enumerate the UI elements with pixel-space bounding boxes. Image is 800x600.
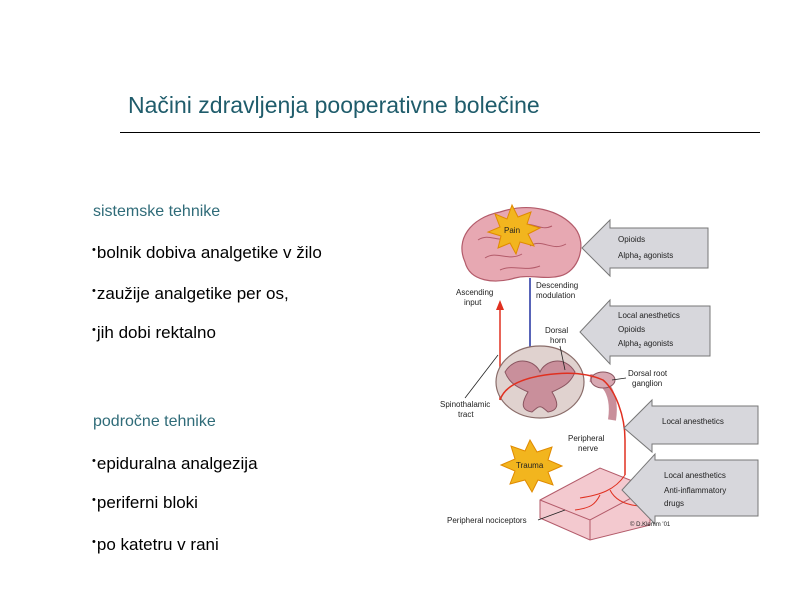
peripheral-nerve-label-1: Peripheral (568, 434, 605, 443)
drg-label-2: ganglion (632, 379, 663, 388)
box1-line1: Opioids (618, 235, 646, 244)
box4-line2: Anti-inflammatory (664, 486, 727, 495)
box4-line1: Local anesthetics (664, 471, 726, 480)
box4-line3: drugs (664, 499, 685, 508)
section-heading-regional: področne tehnike (93, 413, 216, 430)
ascending-label-1: Ascending (456, 288, 494, 297)
spinothalamic-label-2: tract (458, 410, 474, 419)
section-heading-systemic: sistemske tehnike (93, 203, 221, 220)
bullet-systemic-3: • jih dobi rektalno (92, 323, 216, 343)
box2-line2: Opioids (618, 325, 646, 334)
copyright-label: © D.Klemm '01 (630, 522, 671, 528)
pain-label: Pain (504, 226, 521, 235)
descending-label-2: modulation (536, 291, 576, 300)
box2-line3: Alpha$_2$ agonists (618, 339, 674, 350)
descending-label-1: Descending (536, 281, 579, 290)
spinothalamic-label-1: Spinothalamic (440, 400, 491, 409)
box-local-anesthetics (624, 400, 758, 452)
spinal-cord-illustration (496, 346, 615, 420)
ascending-arrow-icon (496, 300, 504, 310)
bullet-regional-2: • periferni bloki (92, 493, 198, 513)
nociceptors-label: Peripheral nociceptors (447, 516, 527, 525)
slide-title: Načini zdravljenja pooperativne bolečine (128, 92, 540, 118)
dorsal-horn-label-1: Dorsal (545, 326, 569, 335)
trauma-label: Trauma (516, 461, 544, 470)
box1-line2: Alpha$_2$ agonists (618, 251, 674, 262)
dorsal-horn-label-2: horn (550, 336, 567, 345)
bullet-systemic-2: • zaužije analgetike per os, (92, 284, 289, 304)
bullet-systemic-1: • bolnik dobiva analgetike v žilo (92, 243, 322, 263)
box-opioids (582, 220, 708, 276)
ascending-label-2: input (464, 298, 482, 307)
peripheral-nerve-label-2: nerve (578, 444, 599, 453)
box3-line1: Local anesthetics (662, 417, 724, 426)
drg-label-1: Dorsal root (628, 369, 668, 378)
bullet-regional-1: • epiduralna analgezija (92, 454, 258, 474)
bullet-regional-3: • po katetru v rani (92, 535, 219, 555)
box2-line1: Local anesthetics (618, 311, 680, 320)
